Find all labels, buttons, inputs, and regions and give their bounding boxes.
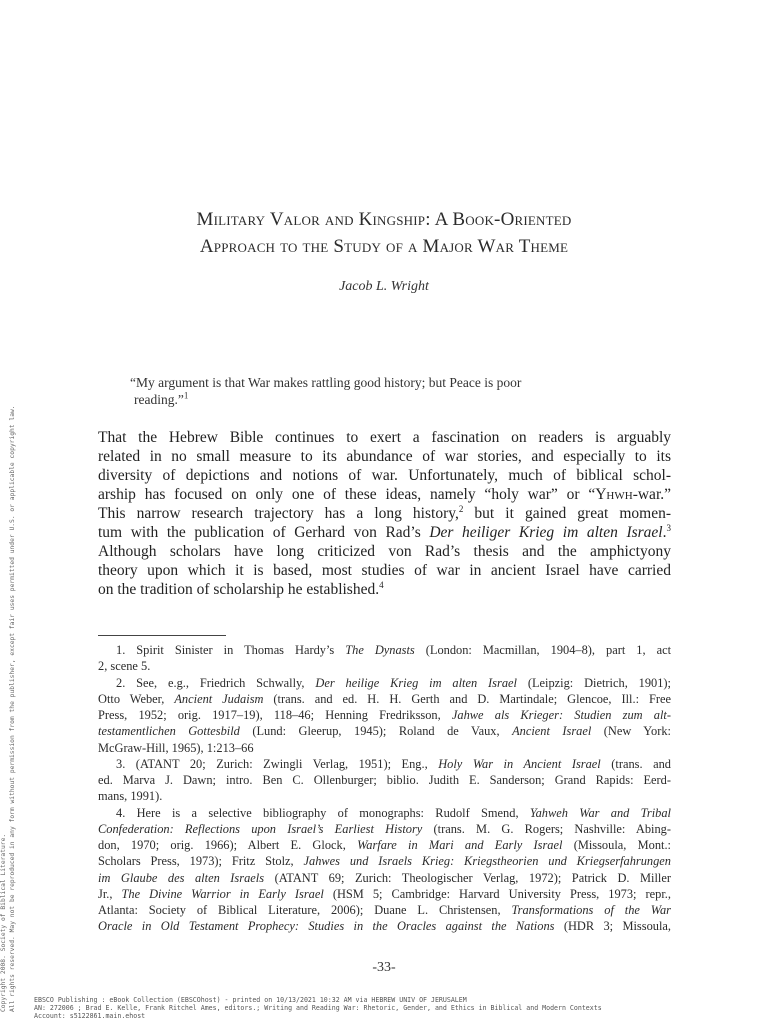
ebsco-footer bbox=[34, 996, 602, 1020]
body-line: related in no small measure to its abundance of war stories, and especially to its bbox=[98, 448, 671, 465]
footer-line: EBSCO Publishing : eBook Collection (EBSCOhost) - printed on 10/13/2021 10:32 AM via HEBREW UNIV OF JERUSALEM bbox=[34, 996, 467, 1004]
footnote-line: Otto Weber, Ancient Judaism (trans. and ed. H. H. Gerth and D. Martindale; Glencoe, Ill.: Free bbox=[98, 691, 671, 706]
body-paragraph bbox=[98, 428, 671, 599]
body-line: This narrow research trajectory has a long history,$^2$ but it gained great momen- bbox=[98, 503, 671, 522]
epigraph-line-2: reading.”$^1$ bbox=[134, 390, 189, 407]
body-line: theory upon which it is based, most studies of war in ancient Israel have carried bbox=[98, 562, 671, 579]
title-line-1: Military Valor and Kingship: A Book-Oriented bbox=[196, 209, 572, 230]
epigraph-line-1: “My argument is that War makes rattling good history; but Peace is poor bbox=[130, 375, 522, 390]
copyright-sidebar bbox=[0, 322, 17, 1012]
footnote-line: im Glaube des alten Israels (ATANT 69; Zurich: Theologischer Verlag, 1972); Patrick D. Miller bbox=[98, 870, 671, 885]
footnote-2: 2. See, e.g., Friedrich Schwally, Der heilige Krieg im alten Israel (Leipzig: Dietrich, 1901); bbox=[116, 675, 671, 690]
footnote-line: mans, 1991). bbox=[98, 789, 163, 804]
body-line: diversity of depictions and notions of war. Unfortunately, much of biblical schol- bbox=[98, 467, 671, 484]
footnotes bbox=[98, 642, 671, 935]
body-line: on the tradition of scholarship he established.$^4$ bbox=[98, 579, 384, 598]
book-title: Der heiliger Krieg im alten Israel bbox=[429, 524, 663, 541]
footer-line: Account: s5122861.main.ehost bbox=[34, 1012, 146, 1020]
footnote-ref-3[interactable]: 3 bbox=[666, 522, 671, 533]
footnote-line: don, 1970; orig. 1966); Albert E. Glock, Warfare in Mari and Early Israel (Missoula, Mont.: bbox=[98, 838, 671, 852]
body-line: That the Hebrew Bible continues to exert a fascination on readers is arguably bbox=[98, 429, 671, 446]
page-number: -33- bbox=[372, 960, 396, 975]
footnote-line: Press, 1952; orig. 1917–19), 118–46; Henning Fredriksson, Jahwe als Krieger: Studien zum alt- bbox=[98, 708, 671, 722]
body-line: tum with the publication of Gerhard von Rad’s Der heiliger Krieg im alten Israel.$^3$ bbox=[98, 522, 671, 541]
footnote-ref-1[interactable]: 1 bbox=[183, 390, 189, 401]
footnote-ref-4[interactable]: 4 bbox=[379, 579, 384, 590]
footnote-1: 1. Spirit Sinister in Thomas Hardy’s The Dynasts (London: Macmillan, 1904–8), part 1, act bbox=[116, 643, 672, 657]
footer-line: AN: 272006 ; Brad E. Kelle, Frank Ritchel Ames, editors.; Writing and Reading War: Rhetoric, Gender, and Ethics in Biblical and Modern Contexts bbox=[34, 1004, 602, 1012]
epigraph bbox=[130, 374, 650, 408]
footnote-line: McGraw-Hill, 1965), 1:213–66 bbox=[98, 740, 254, 755]
footnote-line: testamentlichen Gottesbild (Lund: Gleerup, 1945); Roland de Vaux, Ancient Israel (New York: bbox=[98, 724, 671, 739]
footnote-3: 3. (ATANT 20; Zurich: Zwingli Verlag, 1951); Eng., Holy War in Ancient Israel (trans. and bbox=[116, 756, 671, 771]
body-line: Although scholars have long criticized von Rad’s thesis and the amphictyony bbox=[98, 543, 671, 560]
divine-name: Yhwh bbox=[595, 486, 633, 503]
footnote-line: Confederation: Reflections upon Israel’s Earliest History (trans. M. G. Rogers; Nashville: Abing- bbox=[98, 821, 671, 836]
footnote-line: 2, scene 5. bbox=[98, 659, 151, 674]
title-line-2: Approach to the Study of a Major War Theme bbox=[199, 236, 569, 257]
copyright-line: All rights reserved. May not be reproduced in any form without permission from the publisher, except fair uses permitted under U.S. or applicable copyright law. bbox=[8, 405, 16, 1012]
footnote-line: Jr., The Divine Warrior in Early Israel (HSM 5; Cambridge: Harvard University Press, 1973; repr., bbox=[98, 886, 671, 901]
footnote-ref-2[interactable]: 2 bbox=[458, 503, 464, 514]
body-line: arship has focused on only one of these ideas, namely “holy war” or “Yhwh-war.” bbox=[98, 486, 671, 503]
article-title bbox=[96, 206, 672, 260]
copyright-line: Copyright 2008. Society of Biblical Literature. bbox=[0, 833, 7, 1012]
footnote-line: Oracle in Old Testament Prophecy: Studies in the Oracles against the Nations (HDR 3; Missoula, bbox=[98, 919, 671, 934]
footnote-line: ed. Marva J. Dawn; intro. Ben C. Ollenburger; biblio. Judith E. Sanderson; Grand Rapids: Eerd- bbox=[98, 773, 671, 787]
author-name: Jacob L. Wright bbox=[339, 279, 429, 294]
footnote-line: Atlanta: Society of Biblical Literature, 2006); Duane L. Christensen, Transformations of the War bbox=[98, 903, 671, 917]
footnote-divider bbox=[98, 635, 226, 636]
footnote-4: 4. Here is a selective bibliography of monographs: Rudolf Smend, Yahweh War and Tribal bbox=[116, 805, 671, 820]
footnote-line: Scholars Press, 1973); Fritz Stolz, Jahwes und Israels Krieg: Kriegstheorien und Kriegserfahrungen bbox=[98, 854, 671, 869]
